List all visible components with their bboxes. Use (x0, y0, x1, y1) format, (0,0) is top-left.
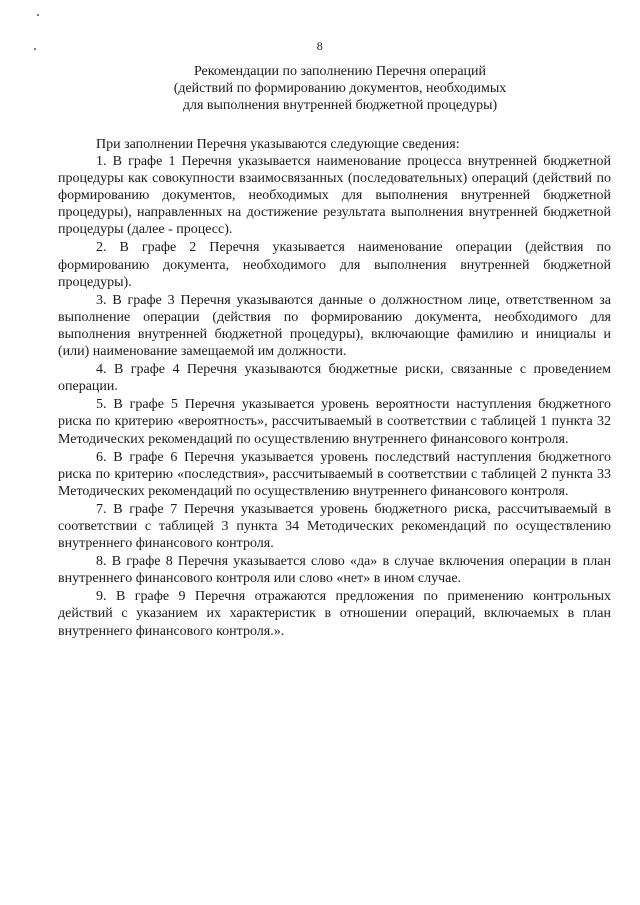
title-line-3: для выполнения внутренней бюджетной процедуры) (182, 98, 498, 113)
list-item-9: 9. В графе 9 Перечня отражаются предложения по применению контрольных действий с указанием их характеристик в отношении операций, включаемых в план внутреннего финансового контроля.». (58, 589, 611, 639)
list-item-8: 8. В графе 8 Перечня указывается слово «да» в случае включения операции в план внутреннего финансового контроля или слово «нет» в ином случае. (58, 554, 611, 587)
list-item-6: 6. В графе 6 Перечня указывается уровень последствий наступления бюджетного риска по критерию «последствия», рассчитываемый в соответствии с таблицей 2 пункта 33 Методических рекомендаций по осуществлению внутреннего финансового контроля. (58, 449, 611, 499)
title-line-2: (действий по формированию документов, необходимых (173, 81, 507, 96)
scan-speck (37, 14, 39, 16)
numbered-list (58, 153, 611, 641)
intro-paragraph: При заполнении Перечня указываются следующие сведения: (96, 137, 460, 152)
list-item-2: 2. В графе 2 Перечня указывается наименование операции (действия по формированию документа, необходимого для выполнения внутренней бюджетной процедуры). (58, 240, 611, 290)
list-item-5: 5. В графе 5 Перечня указывается уровень вероятности наступления бюджетного риска по критерию «вероятность», рассчитываемый в соответствии с таблицей 1 пункта 32 Методических рекомендаций по осуществлению внутреннего финансового контроля. (58, 397, 611, 447)
list-item-7: 7. В графе 7 Перечня указывается уровень бюджетного риска, рассчитываемый в соответствии с таблицей 3 пункта 34 Методических рекомендаций по осуществлению внутреннего финансового контроля. (58, 501, 611, 552)
list-item-1: 1. В графе 1 Перечня указывается наименование процесса внутренней бюджетной процедуры как совокупности взаимосвязанных (последовательных) операций (действий по формированию документов, необходимых для выполнения внутренней бюджетной процедуры), направленных на достижение результата выполнения внутренней бюджетной процедуры (далее - процесс). (58, 154, 611, 238)
page-number: 8 (316, 39, 324, 53)
list-item-3: 3. В графе 3 Перечня указываются данные о должностном лице, ответственном за выполнение операции (действия по формированию документа, необходимого для выполнения внутренней бюджетной процедуры), включающие фамилию и инициалы и (или) наименование замещаемой им должности. (58, 292, 611, 360)
list-item-4: 4. В графе 4 Перечня указываются бюджетные риски, связанные с проведением операции. (58, 362, 611, 395)
document-title (140, 63, 540, 114)
title-line-1: Рекомендации по заполнению Перечня операций (193, 64, 487, 79)
